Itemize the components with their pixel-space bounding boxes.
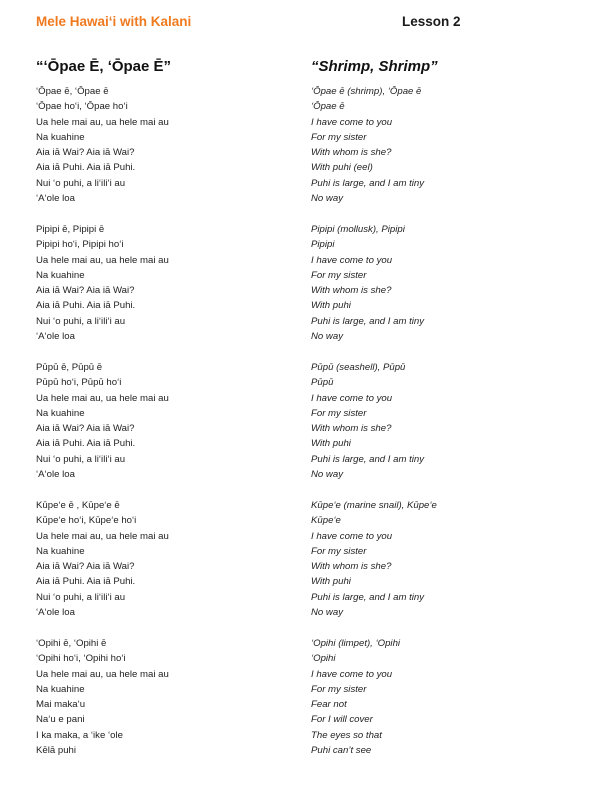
hawaiian-lyric-line: I ka maka, a ʻike ʻole — [36, 729, 123, 741]
english-lyric-line: Puhi is large, and I am tiny — [311, 591, 425, 603]
english-lyric-line: I have come to you — [311, 116, 393, 128]
hawaiian-lyric-line: Mai makaʻu — [36, 699, 86, 711]
english-lyric-line: With puhi (eel) — [311, 162, 373, 174]
hawaiian-lyric-line: Pipipi ē, Pipipi ē — [36, 224, 105, 235]
english-lyric-line: No way — [311, 331, 343, 343]
hawaiian-lyric-line: Na kuahine — [36, 269, 85, 281]
english-lyric-line: Pūpū (seashell), Pūpū — [311, 362, 406, 373]
hawaiian-lyric-line: ʻAʻole loa — [36, 331, 75, 343]
hawaiian-lyric-line: Kēlā puhi — [36, 745, 77, 757]
english-lyric-line: For my sister — [311, 131, 367, 143]
hawaiian-lyric-line: Nui ʻo puhi, a liʻiliʻi au — [36, 177, 126, 189]
hawaiian-lyric-line: ʻAʻole loa — [36, 469, 75, 481]
english-lyric-line: For my sister — [311, 269, 367, 281]
english-lyric-line: No way — [311, 607, 343, 619]
hawaiian-lyric-line: Pipipi hoʻi, Pipipi hoʻi — [36, 239, 124, 251]
english-lyric-line: I have come to you — [311, 530, 393, 542]
hawaiian-lyric-line: Aia iā Wai? Aia iā Wai? — [36, 285, 135, 297]
hawaiian-lyric-line: Nui ʻo puhi, a liʻiliʻi au — [36, 315, 126, 327]
english-lyric-line: For my sister — [311, 545, 367, 557]
english-lyric-line: ʻOpihi (limpet), ʻOpihi — [311, 638, 401, 649]
hawaiian-verse — [36, 636, 306, 774]
hawaiian-lyric-line: Ua hele mai au, ua hele mai au — [36, 116, 169, 128]
hawaiian-lyric-line: Na kuahine — [36, 131, 85, 143]
english-lyric-line: Puhi is large, and I am tiny — [311, 177, 425, 189]
hawaiian-lyric-line: Na kuahine — [36, 545, 85, 557]
hawaiian-lyric-line: Aia iā Wai? Aia iā Wai? — [36, 423, 135, 435]
english-lyric-line: ʻOpihi — [311, 653, 336, 665]
hawaiian-lyric-line: Pūpū ē, Pūpū ē — [36, 362, 103, 373]
hawaiian-lyric-line: ʻŌpae ē, ʻŌpae ē — [36, 86, 109, 97]
english-lyric-line: No way — [311, 469, 343, 481]
hawaiian-lyric-line: Aia iā Puhi. Aia iā Puhi. — [36, 300, 136, 312]
english-lyric-line: With whom is she? — [311, 423, 392, 435]
hawaiian-lyric-line: Pūpū hoʻi, Pūpū hoʻi — [36, 377, 122, 389]
english-lyric-line: With puhi — [311, 300, 351, 312]
english-lyric-line: With puhi — [311, 576, 351, 588]
english-verse — [311, 636, 581, 774]
hawaiian-lyric-line: Naʻu e pani — [36, 714, 85, 726]
hawaiian-lyric-line: Ua hele mai au, ua hele mai au — [36, 530, 169, 542]
song-title-english: “Shrimp, Shrimp” — [311, 58, 438, 75]
hawaiian-lyric-line: Nui ʻo puhi, a liʻiliʻi au — [36, 453, 126, 465]
english-lyric-line: For my sister — [311, 683, 367, 695]
english-lyric-line: I have come to you — [311, 668, 393, 680]
hawaiian-verse — [36, 360, 306, 498]
english-lyric-line: With puhi — [311, 438, 351, 450]
english-lyric-line: For my sister — [311, 407, 367, 419]
english-verse — [311, 498, 581, 636]
hawaiian-verse — [36, 498, 306, 636]
english-lyric-line: Kūpeʻe (marine snail), Kūpeʻe — [311, 500, 437, 511]
hawaiian-lyric-line: Aia iā Wai? Aia iā Wai? — [36, 561, 135, 573]
english-lyric-line: Kūpeʻe — [311, 515, 341, 527]
hawaiian-verse — [36, 84, 306, 222]
hawaiian-verse — [36, 222, 306, 360]
english-translation-column — [311, 84, 581, 774]
english-lyric-line: No way — [311, 193, 343, 205]
hawaiian-lyric-line: Aia iā Puhi. Aia iā Puhi. — [36, 576, 136, 588]
hawaiian-lyric-line: ʻŌpae hoʻi, ʻŌpae hoʻi — [36, 101, 128, 113]
hawaiian-lyric-line: Ua hele mai au, ua hele mai au — [36, 392, 169, 404]
hawaiian-lyric-line: ʻAʻole loa — [36, 193, 75, 205]
english-lyric-line: I have come to you — [311, 392, 393, 404]
english-lyric-line: Pipipi — [311, 239, 335, 251]
english-lyric-line: I have come to you — [311, 254, 393, 266]
english-verse — [311, 222, 581, 360]
english-lyric-line: For I will cover — [311, 714, 373, 726]
hawaiian-lyric-line: Aia iā Puhi. Aia iā Puhi. — [36, 438, 136, 450]
hawaiian-lyric-line: Ua hele mai au, ua hele mai au — [36, 254, 169, 266]
english-lyric-line: Pipipi (mollusk), Pipipi — [311, 224, 405, 235]
english-lyric-line: Puhi is large, and I am tiny — [311, 453, 425, 465]
hawaiian-lyric-line: Ua hele mai au, ua hele mai au — [36, 668, 169, 680]
hawaiian-lyric-line: Aia iā Wai? Aia iā Wai? — [36, 147, 135, 159]
hawaiian-lyric-line: Na kuahine — [36, 407, 85, 419]
english-verse — [311, 84, 581, 222]
hawaiian-lyric-line: ʻOpihi hoʻi, ʻOpihi hoʻi — [36, 653, 126, 665]
english-lyric-line: Fear not — [311, 699, 347, 711]
song-title-hawaiian: “ʻŌpae Ē, ʻŌpae Ē” — [36, 58, 172, 75]
english-lyric-line: With whom is she? — [311, 285, 392, 297]
hawaiian-lyric-line: ʻOpihi ē, ʻOpihi ē — [36, 638, 107, 649]
hawaiian-lyric-line: Na kuahine — [36, 683, 85, 695]
english-lyric-line: ʻŌpae ē (shrimp), ʻŌpae ē — [311, 86, 422, 97]
english-verse — [311, 360, 581, 498]
hawaiian-lyric-line: Kūpeʻe hoʻi, Kūpeʻe hoʻi — [36, 515, 137, 527]
english-lyric-line: Puhi is large, and I am tiny — [311, 315, 425, 327]
hawaiian-lyrics-column — [36, 84, 306, 774]
english-lyric-line: With whom is she? — [311, 147, 392, 159]
lesson-label: Lesson 2 — [402, 14, 461, 29]
hawaiian-lyric-line: Nui ʻo puhi, a liʻiliʻi au — [36, 591, 126, 603]
english-lyric-line: Pūpū — [311, 377, 334, 389]
hawaiian-lyric-line: ʻAʻole loa — [36, 607, 75, 619]
english-lyric-line: ʻŌpae ē — [311, 101, 345, 113]
hawaiian-lyric-line: Kūpeʻe ē , Kūpeʻe ē — [36, 500, 120, 511]
english-lyric-line: Puhi can’t see — [311, 745, 372, 757]
course-title: Mele Hawaiʻi with Kalani — [36, 14, 192, 29]
english-lyric-line: The eyes so that — [311, 729, 382, 741]
hawaiian-lyric-line: Aia iā Puhi. Aia iā Puhi. — [36, 162, 136, 174]
english-lyric-line: With whom is she? — [311, 561, 392, 573]
